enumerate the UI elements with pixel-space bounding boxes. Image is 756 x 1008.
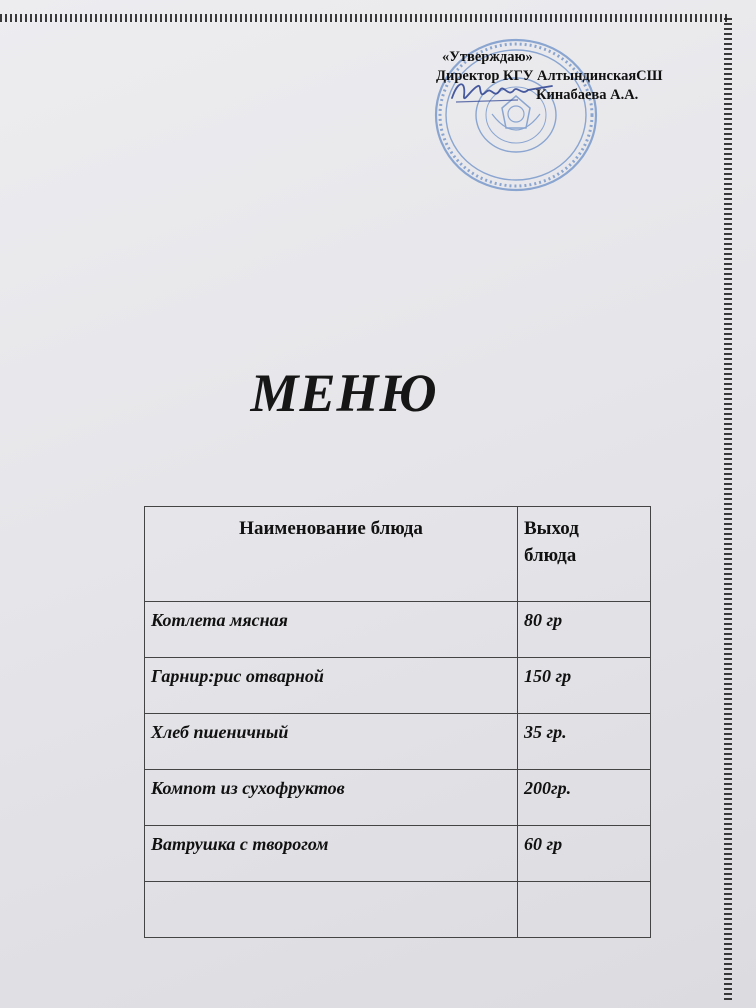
header-dish-name-label: Наименование блюда [239,518,423,539]
table-row [145,770,651,826]
dish-name-cell [145,882,518,938]
dish-yield-cell: 35 гр. [518,714,651,770]
dish-name-cell: Котлета мясная [145,602,518,658]
signature-icon [448,74,558,108]
header-dish-yield [518,507,651,602]
decorative-border-top [0,14,730,22]
table-row-empty [145,882,651,938]
table-row [145,714,651,770]
menu-table [144,506,651,938]
dish-yield-cell: 80 гр [518,602,651,658]
header-yield-line2: блюда [524,545,577,566]
table-row [145,602,651,658]
dish-name-cell: Компот из сухофруктов [145,770,518,826]
dish-yield-cell: 60 гр [518,826,651,882]
dish-yield-cell: 150 гр [518,658,651,714]
header-yield-line1: Выход [524,518,579,539]
approval-heading: «Утверждаю» [442,49,533,65]
table-row [145,658,651,714]
header-dish-name [145,507,518,602]
menu-title: МЕНЮ [250,363,438,423]
decorative-border-right [724,18,732,1003]
dish-name-cell: Ватрушка с творогом [145,826,518,882]
table-row [145,826,651,882]
approval-name: Кинабаева А.А. [536,87,639,103]
dish-yield-cell [518,882,651,938]
dish-yield-cell: 200гр. [518,770,651,826]
dish-name-cell: Хлеб пшеничный [145,714,518,770]
approval-position: Директор КГУ АлтындинскаяСШ [436,68,663,84]
dish-name-cell: Гарнир:рис отварной [145,658,518,714]
table-header-row [145,507,651,602]
